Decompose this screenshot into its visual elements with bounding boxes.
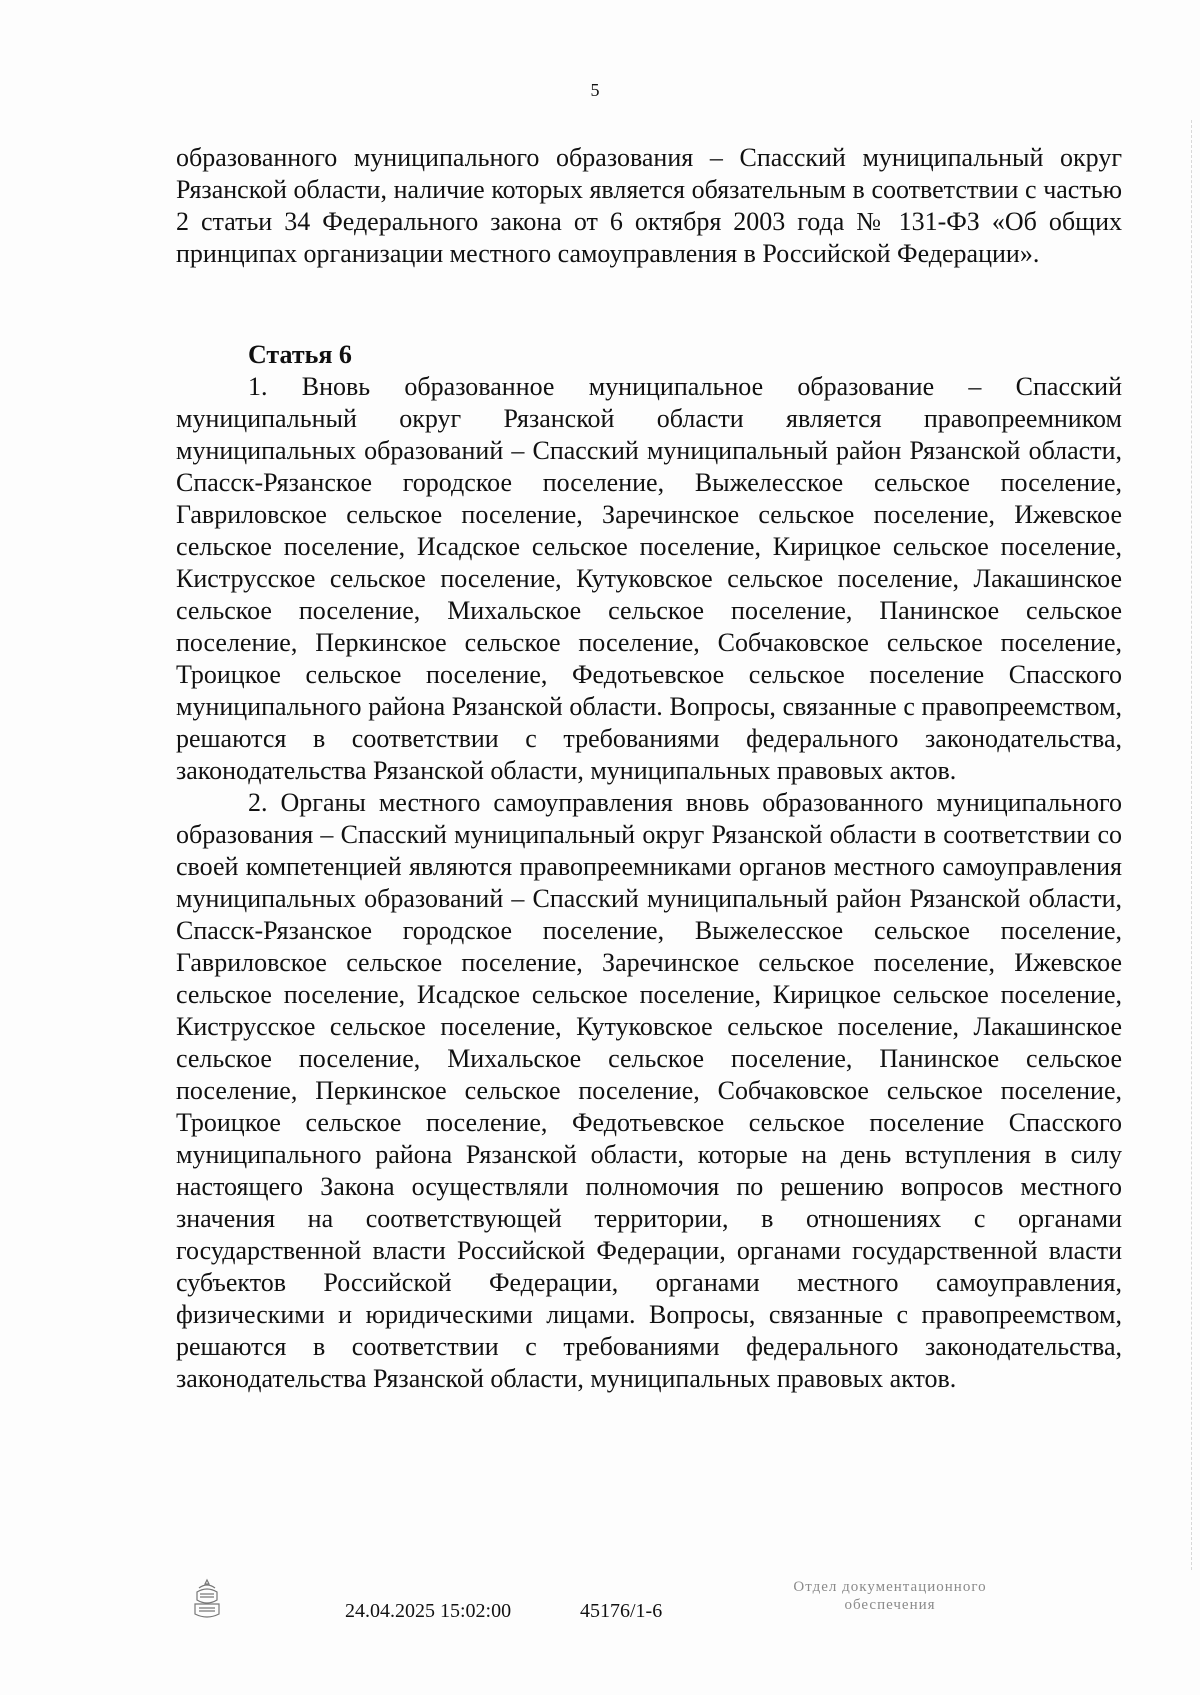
page-footer — [0, 1578, 1200, 1638]
footer-datetime: 24.04.2025 15:02:00 — [345, 1600, 512, 1622]
article-6 — [176, 339, 1122, 1395]
scan-edge-marks — [1189, 120, 1192, 1570]
stamp-line-1: Отдел документационного — [793, 1579, 987, 1595]
article-paragraph-1: 1. Вновь образованное муниципальное образование – Спасский муниципальный округ Рязанской области является правопреемником муниципальных образований – Спасский муниципальный район Рязанской области, Спасск-Рязанское городское поселение, Выжелесское сельское поселение, Гавриловское сельское поселение, Заречинское сельское поселение, Ижевское сельское поселение, Исадское сельское поселение, Кирицкое сельское поселение, Киструсское сельское поселение, Кутуковское сельское поселение, Лакашинское сельское поселение, Михальское сельское поселение, Панинское сельское поселение, Перкинское сельское поселение, Собчаковское сельское поселение, Троицкое сельское поселение, Федотьевское сельское поселение Спасского муниципального района Рязанской области. Вопросы, связанные с правопреемством, решаются в соответствии с требованиями федерального законодательства, законодательства Рязанской области, муниципальных правовых актов. — [176, 372, 1122, 785]
intro-text — [176, 142, 1122, 270]
article-paragraph-2: 2. Органы местного самоуправления вновь образованного муниципального образования – Спасский муниципальный округ Рязанской области в соответствии со своей компетенцией являются правопреемниками органов местного самоуправления муниципальных образований – Спасский муниципальный район Рязанской области, Спасск-Рязанское городское поселение, Выжелесское сельское поселение, Гавриловское сельское поселение, Заречинское сельское поселение, Ижевское сельское поселение, Исадское сельское поселение, Кирицкое сельское поселение, Киструсское сельское поселение, Кутуковское сельское поселение, Лакашинское сельское поселение, Михальское сельское поселение, Панинское сельское поселение, Перкинское сельское поселение, Собчаковское сельское поселение, Троицкое сельское поселение, Федотьевское сельское поселение Спасского муниципального района Рязанской области, которые на день вступления в силу настоящего Закона осуществляли полномочия по решению вопросов местного значения на соответствующей территории, в отношениях с органами государственной власти Российской Федерации, органами государственной власти субъектов Российской Федерации, органами местного самоуправления, физическими и юридическими лицами. Вопросы, связанные с правопреемством, решаются в соответствии с требованиями федерального законодательства, законодательства Рязанской области, муниципальных правовых актов. — [176, 788, 1122, 1393]
coat-of-arms-icon — [190, 1578, 224, 1622]
department-stamp — [760, 1578, 1020, 1614]
stamp-line-2: обеспечения — [844, 1597, 936, 1613]
footer-doc-number: 45176/1-6 — [580, 1600, 663, 1622]
article-title: Статья 6 — [248, 340, 352, 369]
intro-paragraph: образованного муниципального образования – Спасский муниципальный округ Рязанской области, наличие которых является обязательным в соответствии с частью 2 статьи 34 Федерального закона от 6 октября 2003 года № 131-ФЗ «Об общих принципах организации местного самоуправления в Российской Федерации». — [176, 143, 1122, 268]
page-number: 5 — [590, 80, 600, 100]
